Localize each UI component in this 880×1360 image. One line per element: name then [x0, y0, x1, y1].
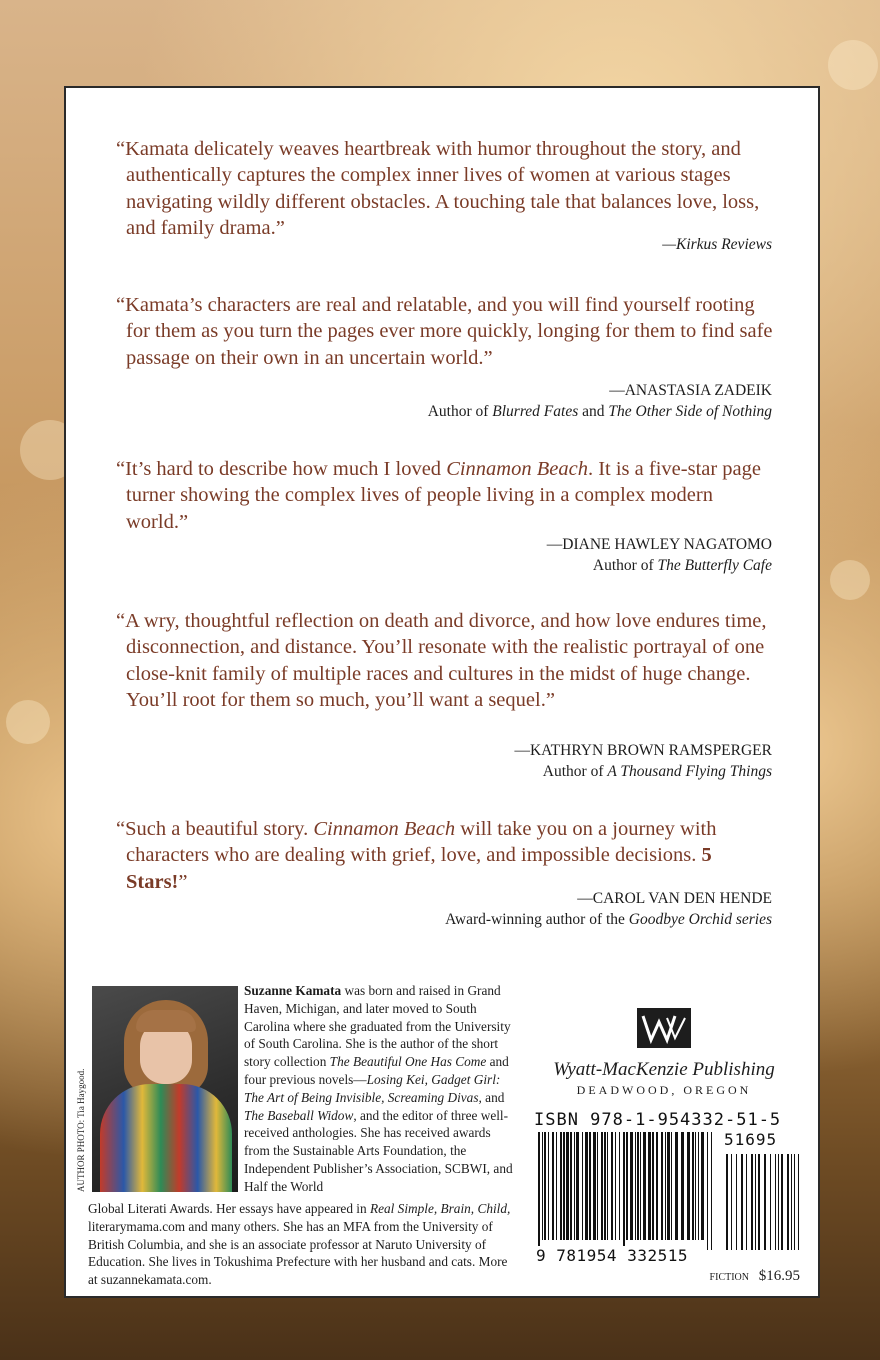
barcode-bar	[635, 1132, 636, 1240]
back-cover-panel	[64, 86, 820, 1298]
reviewer-name: —KATHRYN BROWN RAMSPERGER	[514, 742, 772, 759]
barcode-bar	[619, 1132, 620, 1240]
addon-bar	[758, 1154, 760, 1250]
barcode-bar	[570, 1132, 572, 1240]
addon-bar	[755, 1154, 756, 1250]
barcode-bar	[574, 1132, 575, 1240]
barcode-bar	[667, 1132, 670, 1240]
addon-bar	[794, 1154, 795, 1250]
addon-bar	[736, 1154, 737, 1250]
isbn-text: ISBN 978-1-954332-51-5	[534, 1110, 782, 1130]
quote-text: “Kamata delicately weaves heartbreak with humor throughout the story, and authentically captures the complex inner lives of women at various stages navigating wildly different obstacles. A touching tale that balances love, loss, and family drama.”	[116, 138, 760, 239]
barcode-bar	[623, 1132, 625, 1250]
barcode-bar	[604, 1132, 606, 1240]
publisher-block	[544, 1008, 784, 1098]
barcode-digits: 9 781954 332515	[536, 1246, 688, 1265]
author-bio-continued: Global Literati Awards. Her essays have appeared in Real Simple, Brain, Child, literarymama.com and many others. She has an MFA from the University of British Columbia, and she is an associate professor at Naruto University of Education. She lives in Tokushima Prefecture with her husband and cats. More at suzannekamata.com.	[88, 1201, 511, 1288]
review-quote-3	[116, 456, 776, 535]
review-attribution-1	[662, 234, 772, 255]
barcode-bar	[637, 1132, 639, 1240]
barcode-bar	[548, 1132, 549, 1240]
barcode-bar	[566, 1132, 569, 1240]
review-attribution-4	[514, 740, 772, 782]
review-quote-5	[116, 816, 776, 895]
price-block	[710, 1268, 800, 1285]
reviewer-role: Author of The Butterfly Cafe	[592, 557, 772, 574]
barcode-bar	[538, 1132, 540, 1250]
price: $16.95	[758, 1268, 800, 1284]
barcode-bar	[656, 1132, 658, 1240]
addon-bar	[775, 1154, 776, 1250]
barcode-bar	[552, 1132, 554, 1240]
review-quote-2	[116, 292, 776, 371]
addon-bar	[781, 1154, 783, 1250]
barcode-bar	[542, 1132, 543, 1240]
barcode-bar	[607, 1132, 608, 1240]
barcode-bar	[615, 1132, 616, 1240]
addon-bar	[791, 1154, 792, 1250]
barcode-bar	[687, 1132, 690, 1240]
reviewer-role: Author of A Thousand Flying Things	[542, 763, 772, 780]
reviewer-name: —CAROL VAN DEN HENDE	[577, 890, 772, 907]
barcode-bar	[692, 1132, 694, 1240]
barcode-bar	[661, 1132, 663, 1240]
author-bio: Suzanne Kamata was born and raised in Grand Haven, Michigan, and later moved to South Carolina where she graduated from the University of South Carolina. She is the author of the short story collection The Beautiful One Has Come and four previous novels—Losing Kei, Gadget Girl: The Art of Being Invisible, Screaming Divas, and The Baseball Widow, and the editor of three well-received anthologies. She has received awards from the Sustainable Arts Foundation, the Independent Publisher’s Association, SCBWI, and Half the World	[244, 983, 513, 1194]
barcode-bar	[589, 1132, 591, 1240]
barcode-bar	[707, 1132, 708, 1250]
addon-bar	[751, 1154, 753, 1250]
addon-bar	[731, 1154, 732, 1250]
addon-bar	[741, 1154, 743, 1250]
barcode-bar	[556, 1132, 557, 1240]
price-addon-code: 51695	[724, 1130, 778, 1149]
barcode-bar	[585, 1132, 588, 1240]
barcode-bar	[626, 1132, 628, 1240]
barcode-bar	[597, 1132, 598, 1240]
barcode-bar	[671, 1132, 672, 1240]
barcode-bar	[695, 1132, 696, 1240]
barcode-bar	[701, 1132, 704, 1240]
addon-bar	[798, 1154, 799, 1250]
reviewer-name: —ANASTASIA ZADEIK	[609, 382, 772, 399]
review-attribution-2	[428, 380, 772, 422]
barcode-bar	[698, 1132, 699, 1240]
barcode-bar	[675, 1132, 678, 1240]
review-quote-4	[116, 608, 776, 713]
quote-text: “It’s hard to describe how much I loved Cinnamon Beach. It is a five-star page turner showing the complex lives of people living in a complex modern world.”	[116, 458, 762, 533]
review-quote-1	[116, 136, 776, 241]
publisher-name: Wyatt-MacKenzie Publishing	[553, 1059, 775, 1080]
barcode-bar	[640, 1132, 641, 1240]
barcode-bar	[593, 1132, 596, 1240]
addon-bar	[770, 1154, 771, 1250]
barcode-bar	[544, 1132, 546, 1240]
barcode-bar	[665, 1132, 666, 1240]
publisher-location: DEADWOOD, OREGON	[576, 1083, 752, 1097]
quote-text: “A wry, thoughtful reflection on death and divorce, and how love endures time, disconnection, and distance. You’ll resonate with the realistic portrayal of one close-knit family of multiple races and cultures in the midst of huge change. You’ll root for them so much, you’ll want a sequel.”	[116, 610, 767, 711]
barcode-bar	[576, 1132, 579, 1240]
reviewer-role: Author of Blurred Fates and The Other Side of Nothing	[427, 403, 772, 420]
barcode-bar	[711, 1132, 712, 1250]
barcode-bar	[560, 1132, 562, 1240]
category-label: FICTION	[709, 1272, 749, 1283]
photo-credit: AUTHOR PHOTO: Tia Haygood.	[76, 1068, 86, 1192]
barcode-bar	[643, 1132, 646, 1240]
reviewer-name: —DIANE HAWLEY NAGATOMO	[546, 536, 772, 553]
publisher-logo-icon	[637, 1008, 691, 1048]
addon-bar	[726, 1154, 728, 1250]
quote-text: “Such a beautiful story. Cinnamon Beach will take you on a journey with characters who are dealing with grief, love, and impossible decisions. 5 Stars!”	[116, 818, 717, 893]
barcode-bar	[611, 1132, 613, 1240]
isbn-barcode	[534, 1132, 804, 1262]
barcode-bar	[630, 1132, 633, 1240]
barcode-bar	[563, 1132, 565, 1240]
barcode-bar	[681, 1132, 684, 1240]
barcode-bar	[652, 1132, 654, 1240]
barcode-bar	[648, 1132, 651, 1240]
barcode-bar	[601, 1132, 603, 1240]
barcode-bar	[582, 1132, 583, 1240]
addon-bar	[764, 1154, 766, 1250]
addon-bar	[746, 1154, 747, 1250]
addon-bar	[778, 1154, 779, 1250]
reviewer-name: —Kirkus Reviews	[662, 236, 772, 253]
reviewer-role: Award-winning author of the Goodbye Orchid series	[445, 911, 772, 928]
addon-bar	[787, 1154, 789, 1250]
review-attribution-3	[547, 534, 772, 576]
author-photo	[92, 986, 238, 1192]
quote-text: “Kamata’s characters are real and relatable, and you will find yourself rooting for them as you turn the pages ever more quickly, longing for them to find safe passage on their own in an uncertain world.”	[116, 294, 773, 369]
review-attribution-5	[445, 888, 772, 930]
